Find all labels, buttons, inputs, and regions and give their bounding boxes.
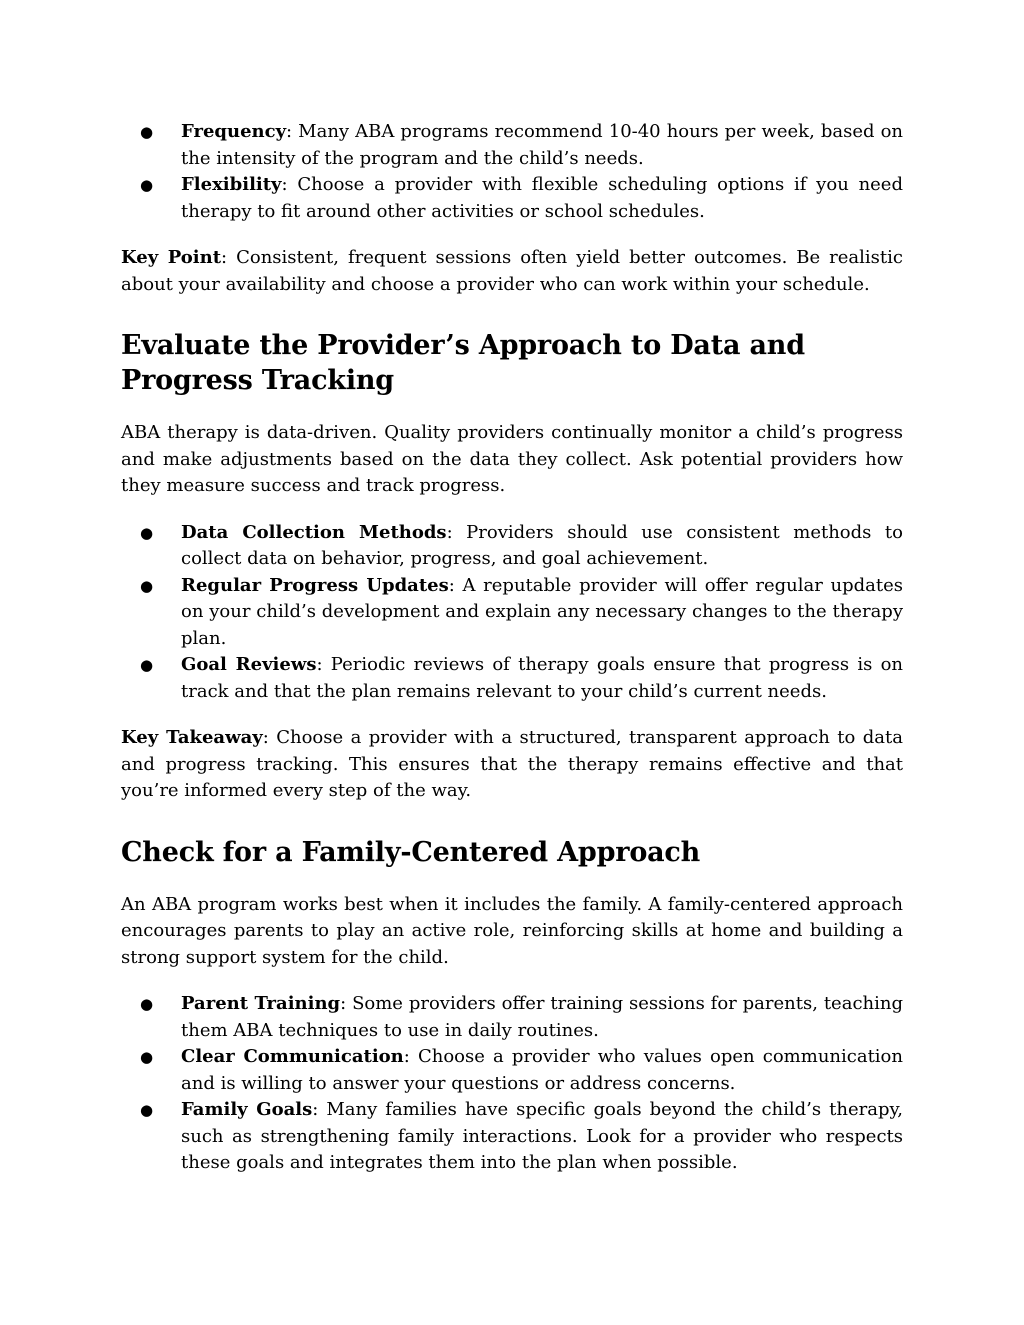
bullet-text: : A reputable provider will offer regular updates on your child’s development and explain any necessary changes to the therapy plan. — [181, 574, 903, 649]
bullet-term: Goal Reviews — [181, 654, 317, 675]
bullet-text: : Choose a provider who values open communication and is willing to answer your questions or address concerns. — [181, 1046, 903, 1094]
bullet-text: : Many ABA programs recommend 10-40 hours per week, based on the intensity of the program and the child’s needs. — [181, 121, 903, 169]
list-item — [121, 991, 903, 1044]
list-item — [121, 172, 903, 225]
section-heading: Evaluate the Provider’s Approach to Data and Progress Tracking — [121, 330, 805, 396]
bullet-term: Frequency — [181, 121, 287, 142]
bullet-icon: ● — [140, 656, 154, 674]
bullet-icon: ● — [140, 176, 154, 194]
bullet-text: : Choose a provider with flexible scheduling options if you need therapy to fit around other activities or school schedules. — [181, 174, 903, 222]
key-point-text: : Consistent, frequent sessions often yield better outcomes. Be realistic about your availability and choose a provider who can work within your schedule. — [121, 247, 903, 295]
list-item — [121, 119, 903, 172]
list-item — [121, 1097, 903, 1177]
bullet-icon: ● — [140, 123, 154, 141]
bullet-term: Regular Progress Updates — [181, 574, 449, 596]
key-takeaway-label: Key Takeaway — [121, 727, 263, 748]
section-intro: ABA therapy is data-driven. Quality providers continually monitor a child’s progress and make adjustments based on the data they collect. Ask potential providers how they measure success and track progress. — [121, 422, 903, 496]
bullet-text: : Many families have specific goals beyond the child’s therapy, such as strengthening family interactions. Look for a provider who respects these goals and integrates them into the plan when possible. — [181, 1099, 903, 1173]
bullet-term: Parent Training — [181, 993, 341, 1014]
bullet-text: : Periodic reviews of therapy goals ensure that progress is on track and that the plan remains relevant to your child’s current needs. — [181, 654, 903, 702]
bullet-text: : Some providers offer training sessions for parents, teaching them ABA techniques to use in daily routines. — [181, 993, 903, 1041]
list-item — [121, 652, 903, 705]
section-intro: An ABA program works best when it includes the family. A family-centered approach encourages parents to play an active role, reinforcing skills at home and building a strong support system for the child. — [121, 893, 903, 968]
section-heading: Check for a Family-Centered Approach — [121, 836, 701, 868]
data-tracking-bullet-list — [121, 520, 903, 706]
list-item — [121, 573, 903, 653]
bullet-icon: ● — [140, 995, 154, 1013]
bullet-term: Clear Communication — [181, 1046, 404, 1067]
bullet-icon: ● — [140, 576, 154, 595]
key-takeaway-paragraph — [121, 725, 903, 805]
scheduling-bullet-list — [121, 119, 903, 225]
bullet-icon: ● — [140, 1101, 154, 1119]
bullet-term: Flexibility — [181, 174, 282, 195]
document-page — [121, 118, 903, 1177]
bullet-term: Family Goals — [181, 1099, 313, 1120]
key-takeaway-text: : Choose a provider with a structured, transparent approach to data and progress tracking. This ensures that the therapy remains effective and that you’re informed every step of the way. — [121, 727, 904, 801]
bullet-text: : Providers should use consistent methods to collect data on behavior, progress, and goal achievement. — [181, 521, 903, 569]
key-point-paragraph — [121, 245, 903, 298]
bullet-icon: ● — [140, 1048, 154, 1066]
bullet-icon: ● — [140, 523, 154, 542]
list-item — [121, 1044, 903, 1097]
bullet-term: Data Collection Methods — [181, 521, 447, 543]
key-point-label: Key Point — [121, 247, 222, 268]
list-item — [121, 520, 903, 573]
family-bullet-list — [121, 991, 903, 1177]
